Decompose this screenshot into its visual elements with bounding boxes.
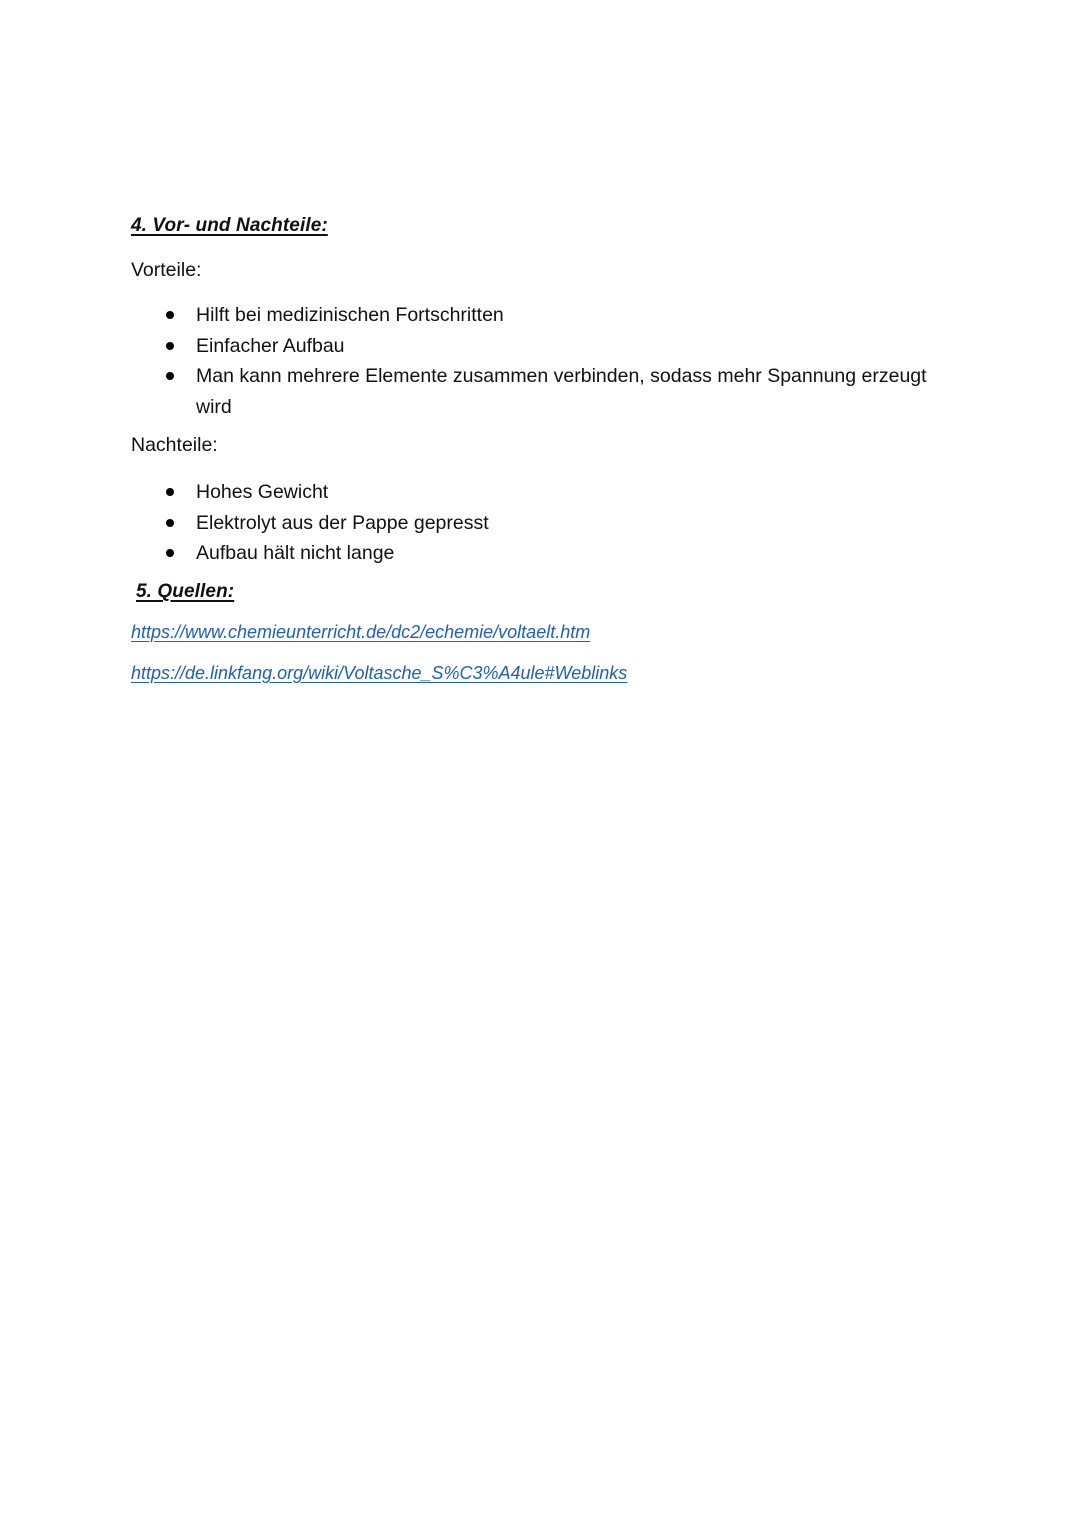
bullet-icon (166, 549, 174, 557)
list-item (163, 477, 963, 508)
source-link-linkfang[interactable]: https://de.linkfang.org/wiki/Voltasche_S%C3%A4ule#Weblinks (131, 663, 628, 683)
bullet-icon (166, 311, 174, 319)
list-item-text: Man kann mehrere Elemente zusammen verbinden, sodass mehr Spannung erzeugt wird (196, 365, 927, 418)
bullet-icon (166, 488, 174, 496)
source-link-chemieunterricht[interactable]: https://www.chemieunterricht.de/dc2/echemie/voltaelt.htm (131, 622, 591, 642)
cons-label: Nachteile: (131, 434, 218, 456)
cons-list (163, 477, 963, 569)
list-item-text: Hohes Gewicht (196, 481, 329, 503)
section-heading-sources: 5. Quellen: (136, 581, 235, 602)
list-item-text: Elektrolyt aus der Pappe gepresst (196, 511, 489, 534)
list-item (163, 508, 963, 539)
list-item (163, 300, 963, 331)
bullet-icon (166, 342, 174, 350)
pros-list (163, 300, 963, 422)
bullet-icon (166, 372, 174, 380)
list-item (163, 361, 963, 422)
list-item (163, 538, 963, 569)
bullet-icon (166, 519, 174, 527)
list-item-text: Hilft bei medizinischen Fortschritten (196, 304, 504, 326)
section-heading-pros-cons: 4. Vor- und Nachteile: (131, 215, 328, 236)
list-item (163, 331, 963, 362)
list-item-text: Aufbau hält nicht lange (196, 542, 395, 564)
list-item-text: Einfacher Aufbau (196, 334, 345, 357)
pros-label: Vorteile: (131, 259, 202, 281)
